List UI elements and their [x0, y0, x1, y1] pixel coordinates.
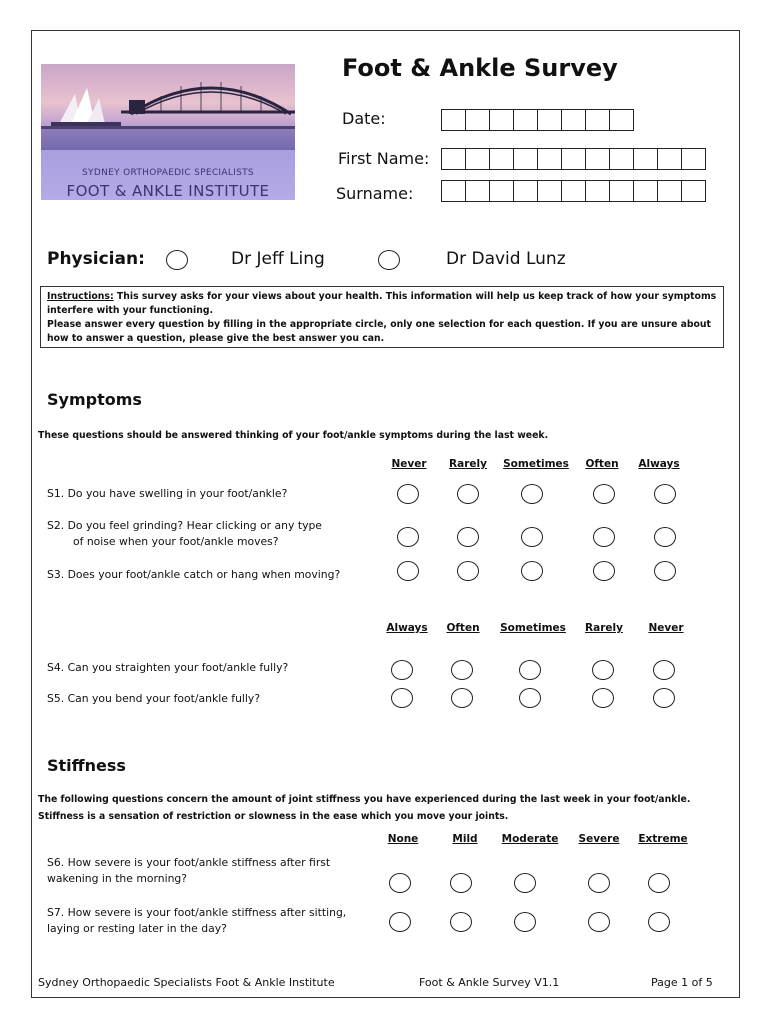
footer-page: Page 1 of 5	[651, 976, 713, 989]
date-label: Date:	[342, 109, 386, 128]
s4-radio-always[interactable]	[391, 660, 413, 680]
scale1-rarely: Rarely	[449, 458, 487, 470]
stiffness-title: Stiffness	[47, 756, 126, 775]
scale2-always: Always	[386, 622, 428, 634]
s1-radio-sometimes[interactable]	[521, 484, 543, 504]
s3-radio-often[interactable]	[593, 561, 615, 581]
s5-radio-often[interactable]	[451, 688, 473, 708]
s4-radio-never[interactable]	[653, 660, 675, 680]
stiffness-intro	[38, 791, 690, 825]
scale2-rarely: Rarely	[585, 622, 623, 634]
s7-radio-moderate[interactable]	[514, 912, 536, 932]
scale2-often: Often	[446, 622, 480, 634]
s5-radio-always[interactable]	[391, 688, 413, 708]
first-name-field[interactable]	[441, 148, 706, 170]
question-s2-line1: S2. Do you feel grinding? Hear clicking or any type	[47, 519, 322, 532]
s5-radio-never[interactable]	[653, 688, 675, 708]
s2-radio-sometimes[interactable]	[521, 527, 543, 547]
question-s2-line2: of noise when your foot/ankle moves?	[73, 535, 279, 548]
s2-radio-often[interactable]	[593, 527, 615, 547]
s4-radio-rarely[interactable]	[592, 660, 614, 680]
stiffness-intro-line1: The following questions concern the amount of joint stiffness you have experienced during the last week in your foot/ankle.	[38, 794, 691, 805]
physician-radio-ling[interactable]	[166, 250, 188, 270]
physician-label: Physician:	[47, 249, 145, 269]
physician-option-ling: Dr Jeff Ling	[231, 249, 325, 269]
stiffness-scale-none: None	[387, 833, 419, 845]
s6-radio-extreme[interactable]	[648, 873, 670, 893]
s7-radio-extreme[interactable]	[648, 912, 670, 932]
s1-radio-always[interactable]	[654, 484, 676, 504]
question-s1: S1. Do you have swelling in your foot/ankle?	[47, 487, 288, 500]
scale1-sometimes: Sometimes	[503, 458, 569, 470]
s6-radio-mild[interactable]	[450, 873, 472, 893]
question-s7-line2: laying or resting later in the day?	[47, 922, 227, 935]
footer-left: Sydney Orthopaedic Specialists Foot & Ankle Institute	[38, 976, 335, 989]
question-s6-line2: wakening in the morning?	[47, 872, 187, 885]
stiffness-scale-extreme: Extreme	[638, 833, 688, 845]
s7-radio-severe[interactable]	[588, 912, 610, 932]
s1-radio-rarely[interactable]	[457, 484, 479, 504]
scale1-always: Always	[638, 458, 680, 470]
s3-radio-always[interactable]	[654, 561, 676, 581]
scale1-never: Never	[391, 458, 427, 470]
scale2-never: Never	[648, 622, 684, 634]
s1-radio-often[interactable]	[593, 484, 615, 504]
s6-radio-moderate[interactable]	[514, 873, 536, 893]
s6-radio-severe[interactable]	[588, 873, 610, 893]
s2-radio-rarely[interactable]	[457, 527, 479, 547]
s3-radio-sometimes[interactable]	[521, 561, 543, 581]
survey-title: Foot & Ankle Survey	[342, 54, 618, 82]
logo-line2: FOOT & ANKLE INSTITUTE	[66, 182, 270, 200]
stiffness-scale-severe: Severe	[578, 833, 620, 845]
stiffness-scale-mild: Mild	[452, 833, 478, 845]
instructions-box	[40, 286, 724, 348]
question-s7	[47, 905, 346, 937]
instructions-heading: Instructions:	[47, 291, 114, 302]
question-s6-line1: S6. How severe is your foot/ankle stiffness after first	[47, 856, 331, 869]
surname-label: Surname:	[336, 184, 414, 203]
s7-radio-mild[interactable]	[450, 912, 472, 932]
s4-radio-often[interactable]	[451, 660, 473, 680]
question-s2	[47, 518, 322, 550]
s6-radio-none[interactable]	[389, 873, 411, 893]
date-field[interactable]	[441, 109, 634, 131]
s4-radio-sometimes[interactable]	[519, 660, 541, 680]
question-s3: S3. Does your foot/ankle catch or hang when moving?	[47, 568, 341, 581]
instructions-text1: This survey asks for your views about your health. This information will help us keep track of how your symptoms interfere with your functioning.	[47, 291, 717, 316]
s1-radio-never[interactable]	[397, 484, 419, 504]
stiffness-intro-line2: Stiffness is a sensation of restriction or slowness in the ease which you move your joints.	[38, 811, 509, 822]
question-s7-line1: S7. How severe is your foot/ankle stiffness after sitting,	[47, 906, 347, 919]
symptoms-intro: These questions should be answered thinking of your foot/ankle symptoms during the last week.	[38, 430, 549, 441]
first-name-label: First Name:	[338, 149, 430, 168]
s5-radio-rarely[interactable]	[592, 688, 614, 708]
surname-field[interactable]	[441, 180, 706, 202]
scale1-often: Often	[585, 458, 619, 470]
physician-radio-lunz[interactable]	[378, 250, 400, 270]
clinic-logo	[41, 64, 295, 200]
question-s4: S4. Can you straighten your foot/ankle fully?	[47, 661, 289, 674]
question-s6	[47, 855, 330, 887]
symptoms-title: Symptoms	[47, 390, 142, 409]
s5-radio-sometimes[interactable]	[519, 688, 541, 708]
s2-radio-never[interactable]	[397, 527, 419, 547]
logo-line1: SYDNEY ORTHOPAEDIC SPECIALISTS	[82, 168, 254, 178]
instructions-text2: Please answer every question by filling in the appropriate circle, only one selection for each question. If you are unsure about how to answer a question, please give the best answer you can.	[47, 319, 711, 344]
scale2-sometimes: Sometimes	[500, 622, 566, 634]
question-s5: S5. Can you bend your foot/ankle fully?	[47, 692, 261, 705]
footer-center: Foot & Ankle Survey V1.1	[419, 976, 560, 989]
stiffness-scale-moderate: Moderate	[501, 833, 559, 845]
s7-radio-none[interactable]	[389, 912, 411, 932]
s2-radio-always[interactable]	[654, 527, 676, 547]
physician-option-lunz: Dr David Lunz	[446, 249, 566, 269]
s3-radio-rarely[interactable]	[457, 561, 479, 581]
s3-radio-never[interactable]	[397, 561, 419, 581]
